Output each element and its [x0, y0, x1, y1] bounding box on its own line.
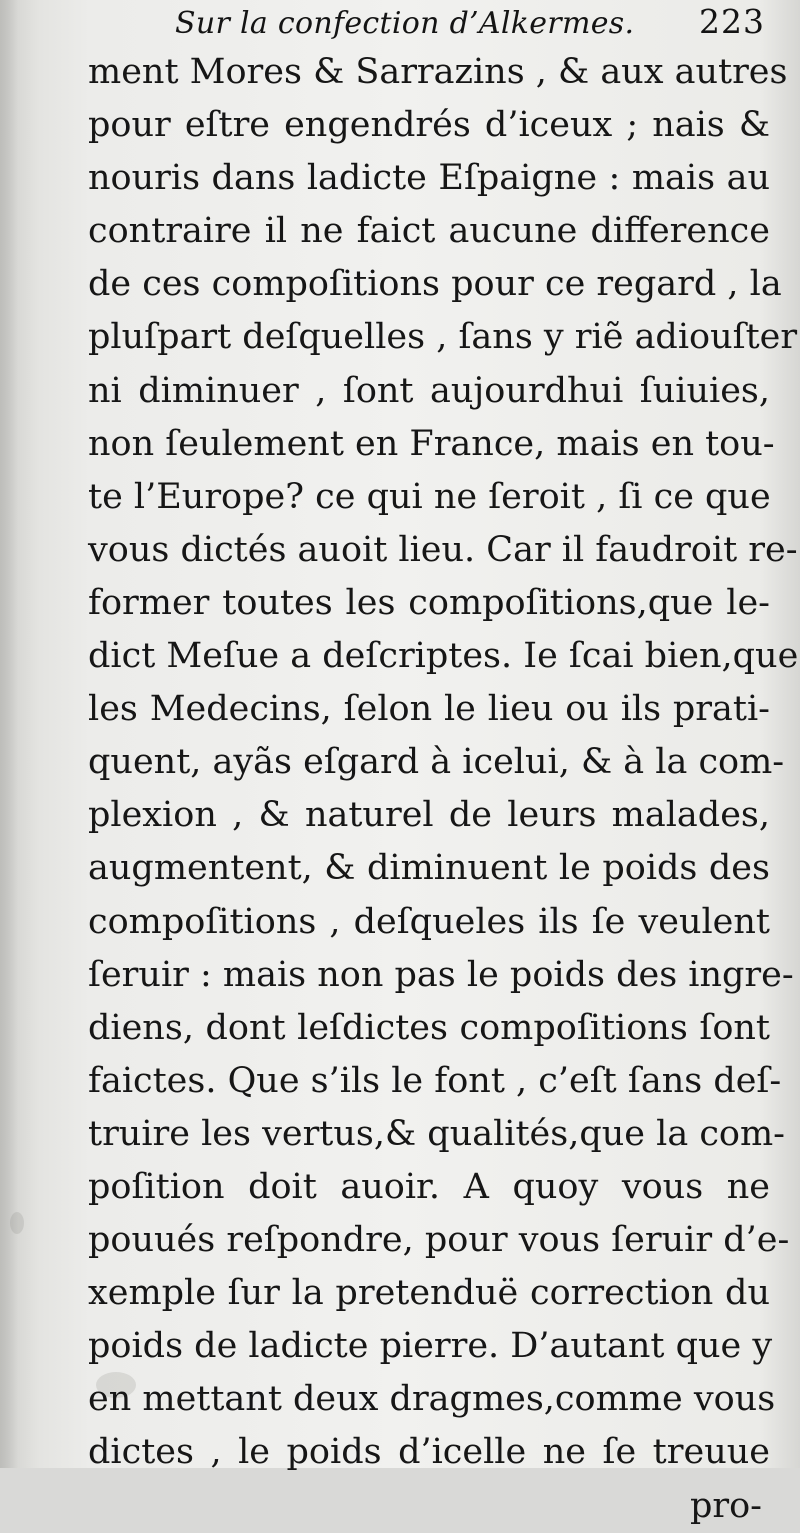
- text-line: augmentent, & diminuent le poids des: [88, 848, 770, 889]
- text-line: de ces compoſitions pour ce regard , la: [88, 264, 782, 305]
- text-line: contraire il ne faict aucune difference: [88, 211, 770, 252]
- text-line: pluſpart deſquelles , ſans y riẽ adiouſter: [88, 317, 798, 358]
- text-line: pour eſtre engendrés d’iceux ; nais &: [88, 105, 770, 146]
- body-text: [88, 46, 799, 1533]
- text-line: xemple ſur la pretenduë correction du: [88, 1273, 770, 1314]
- text-line: quent, ayãs eſgard à icelui, & à la com-: [88, 742, 785, 783]
- text-line: poids de ladicte pierre. D’autant que y: [88, 1326, 773, 1367]
- ink-smudge: [10, 1212, 24, 1234]
- text-line: faictes. Que s’ils le font , c’eſt ſans deſ-: [88, 1060, 782, 1101]
- gutter-shadow: [0, 0, 18, 1468]
- text-line: ni diminuer , ſont aujourdhui ſuiuies,: [88, 370, 770, 411]
- text-line: ment Mores & Sarrazins , & aux autres: [88, 52, 788, 92]
- text-line: compoſitions , deſqueles ils ſe veulent: [88, 901, 770, 942]
- text-line: non ſeulement en France, mais en tou-: [88, 423, 775, 464]
- text-line: te l’Europe? ce qui ne ſeroit , ſi ce que: [88, 476, 771, 517]
- running-head: Sur la confection d’Alkermes.: [175, 6, 635, 41]
- text-line: poſition doit auoir. A quoy vous ne: [88, 1166, 770, 1207]
- page-number: 223: [699, 2, 765, 41]
- catchword: pro-: [689, 1485, 762, 1526]
- page-header: [175, 2, 765, 46]
- text-line: pouués reſpondre, pour vous ſeruir d’e-: [88, 1220, 790, 1261]
- text-line: les Medecins, ſelon le lieu ou ils prati-: [88, 689, 770, 730]
- text-line: vous dictés auoit lieu. Car il faudroit re-: [88, 529, 798, 570]
- text-line: dictes , le poids d’icelle ne ſe treuue: [88, 1432, 770, 1473]
- text-line: plexion , & naturel de leurs malades,: [88, 795, 770, 836]
- text-line: dict Meſue a deſcriptes. Ie ſcai bien,que: [88, 636, 799, 677]
- text-line: diens, dont leſdictes compoſitions ſont: [88, 1007, 770, 1048]
- text-line: en mettant deux dragmes,comme vous: [88, 1379, 776, 1420]
- text-line: former toutes les compoſitions,que le-: [88, 582, 770, 623]
- text-line: ſeruir : mais non pas le poids des ingre-: [88, 954, 794, 995]
- text-line: truire les vertus,& qualités,que la com-: [88, 1113, 786, 1154]
- text-line: nouris dans ladicte Eſpaigne : mais au: [88, 158, 770, 199]
